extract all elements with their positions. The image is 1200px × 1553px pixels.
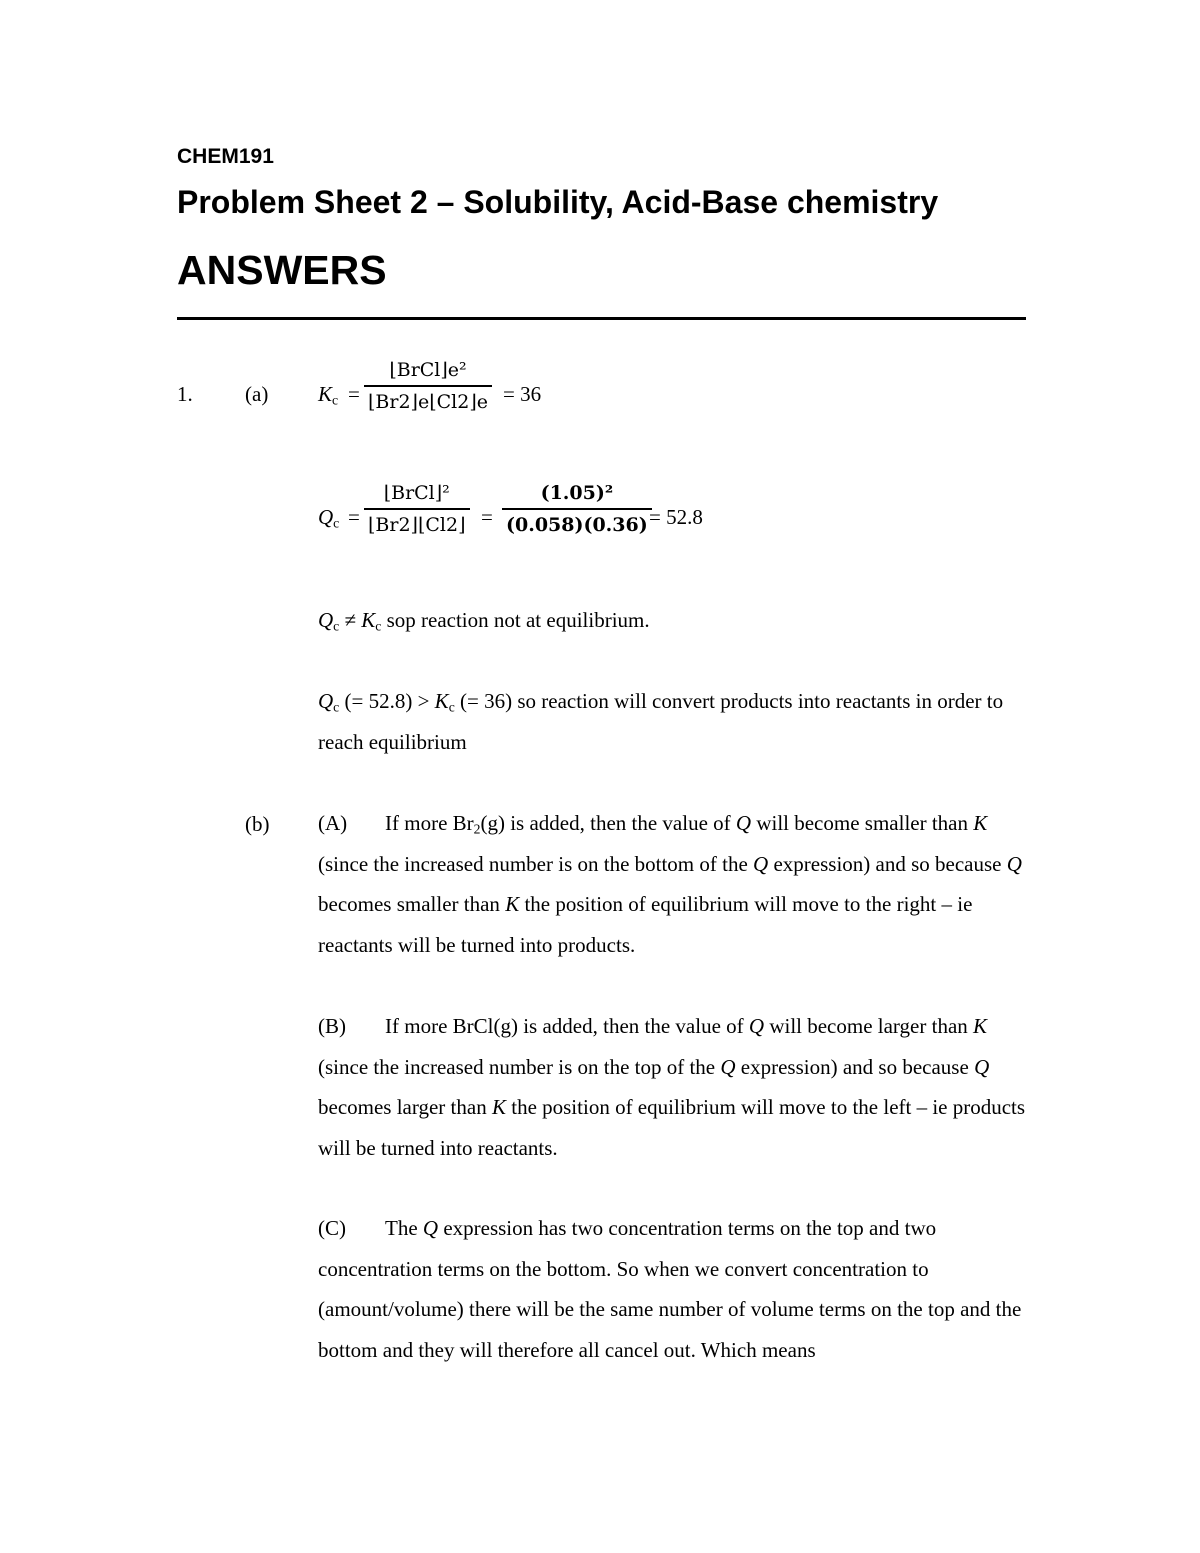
course-code: CHEM191 — [177, 145, 274, 168]
kc-equals: = — [348, 382, 360, 406]
qc-values-numerator: (1.05)² — [540, 482, 614, 504]
qc-numerator: ⌊BrCl⌋² — [383, 482, 450, 504]
part-b-label: (b) — [245, 812, 270, 836]
qc-greater-statement: $Q_c$ (= $52.8) > K_c$ (= 36) so reaction will convert products into reactants in order to reach equilibrium — [318, 689, 1004, 754]
qc-not-equal-statement: $Q_c \ne K_c$ sop reaction not at equilibrium. — [318, 608, 650, 634]
question-number: 1. — [177, 382, 193, 406]
qc-fraction — [364, 482, 470, 536]
qc-values-denominator: (0.058)(0.36) — [502, 508, 652, 536]
answer-b-C: (C) The Q expression has two concentration terms on the top and two concentration terms on the bottom. So when we convert concentration to (amount/volume) there will be the same number of volume terms on the top and the bottom and they will therefore all cancel out. Which means — [318, 1216, 1022, 1362]
qc-values-fraction — [502, 482, 652, 536]
part-a-label: (a) — [245, 382, 269, 406]
qc-result: = 52.8 — [649, 505, 703, 529]
answer-b-A: (A) If more $Br_2(g)$ is added, then the value of Q will become smaller than K (since the increased number is on the bottom of the Q expression) and so because Q becomes smaller than K the position of equilibrium will move to the right – ie reactants will be turned into products. — [318, 811, 1022, 957]
qc-equals: = — [348, 505, 360, 529]
kc-symbol: $K_c$ — [318, 382, 339, 408]
qc-symbol: $Q_c$ — [318, 505, 340, 531]
page-subtitle: ANSWERS — [177, 247, 387, 293]
page-title: Problem Sheet 2 – Solubility, Acid-Base chemistry — [177, 184, 939, 220]
qc-equals-2: = — [481, 505, 493, 529]
kc-result: = 36 — [503, 382, 542, 406]
kc-numerator: ⌊BrCl⌋e² — [389, 359, 467, 381]
kc-fraction — [364, 359, 492, 413]
qc-denominator: ⌊Br2⌋⌊Cl2⌋ — [364, 508, 470, 536]
answer-b-B: (B) If more BrCl(g) is added, then the value of Q will become larger than K (since the increased number is on the top of the Q expression) and so because Q becomes larger than K the position of equilibrium will move to the left – ie products will be turned into reactants. — [318, 1014, 1026, 1160]
title-divider — [177, 317, 1026, 320]
kc-denominator: ⌊Br2⌋e⌊Cl2⌋e — [364, 385, 492, 413]
